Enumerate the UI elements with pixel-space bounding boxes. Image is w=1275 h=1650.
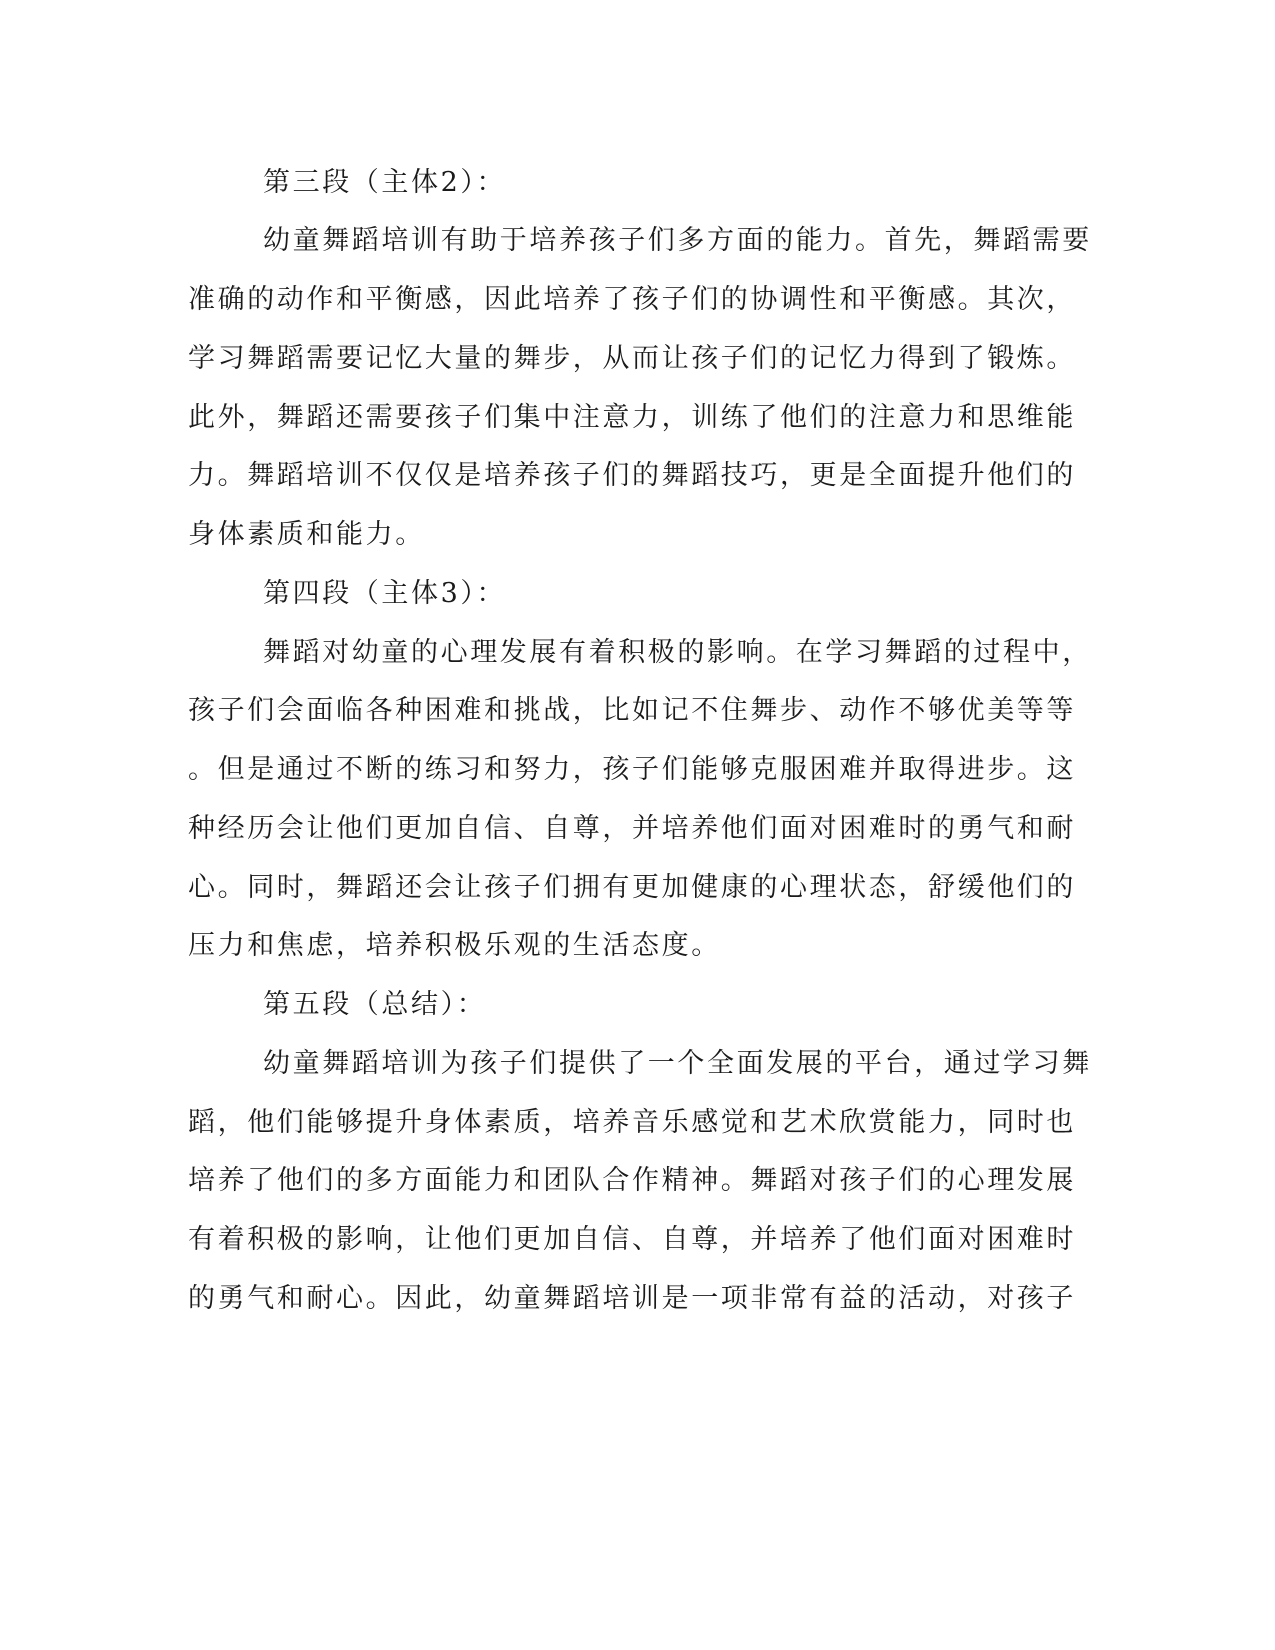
paragraph-line: 。但是通过不断的练习和努力，孩子们能够克服困难并取得进步。这 <box>188 754 1076 785</box>
section-heading: 第五段（总结）： <box>263 989 487 1020</box>
paragraph-line: 幼童舞蹈培训有助于培养孩子们多方面的能力。首先，舞蹈需要 <box>263 225 1092 256</box>
paragraph-line: 心。同时，舞蹈还会让孩子们拥有更加健康的心理状态，舒缓他们的 <box>188 872 1076 903</box>
paragraph-line: 此外，舞蹈还需要孩子们集中注意力，训练了他们的注意力和思维能 <box>188 402 1076 433</box>
paragraph-line: 学习舞蹈需要记忆大量的舞步，从而让孩子们的记忆力得到了锻炼。 <box>188 343 1076 374</box>
section-heading: 第四段（主体3）： <box>263 578 507 609</box>
paragraph-line: 舞蹈对幼童的心理发展有着积极的影响。在学习舞蹈的过程中， <box>263 637 1092 668</box>
section-heading: 第三段（主体2）： <box>263 167 507 198</box>
paragraph-line: 力。舞蹈培训不仅仅是培养孩子们的舞蹈技巧，更是全面提升他们的 <box>188 460 1076 491</box>
paragraph-line: 的勇气和耐心。因此，幼童舞蹈培训是一项非常有益的活动，对孩子 <box>188 1283 1076 1314</box>
paragraph-line: 身体素质和能力。 <box>188 519 425 550</box>
paragraph-line: 孩子们会面临各种困难和挑战，比如记不住舞步、动作不够优美等等 <box>188 695 1076 726</box>
paragraph-line: 准确的动作和平衡感，因此培养了孩子们的协调性和平衡感。其次， <box>188 284 1076 315</box>
paragraph-line: 幼童舞蹈培训为孩子们提供了一个全面发展的平台，通过学习舞 <box>263 1048 1092 1079</box>
paragraph-line: 蹈，他们能够提升身体素质，培养音乐感觉和艺术欣赏能力，同时也 <box>188 1107 1076 1138</box>
paragraph-line: 培养了他们的多方面能力和团队合作精神。舞蹈对孩子们的心理发展 <box>188 1165 1076 1196</box>
paragraph-line: 种经历会让他们更加自信、自尊，并培养他们面对困难时的勇气和耐 <box>188 813 1076 844</box>
paragraph-line: 有着积极的影响，让他们更加自信、自尊，并培养了他们面对困难时 <box>188 1224 1076 1255</box>
paragraph-line: 压力和焦虑，培养积极乐观的生活态度。 <box>188 930 721 961</box>
